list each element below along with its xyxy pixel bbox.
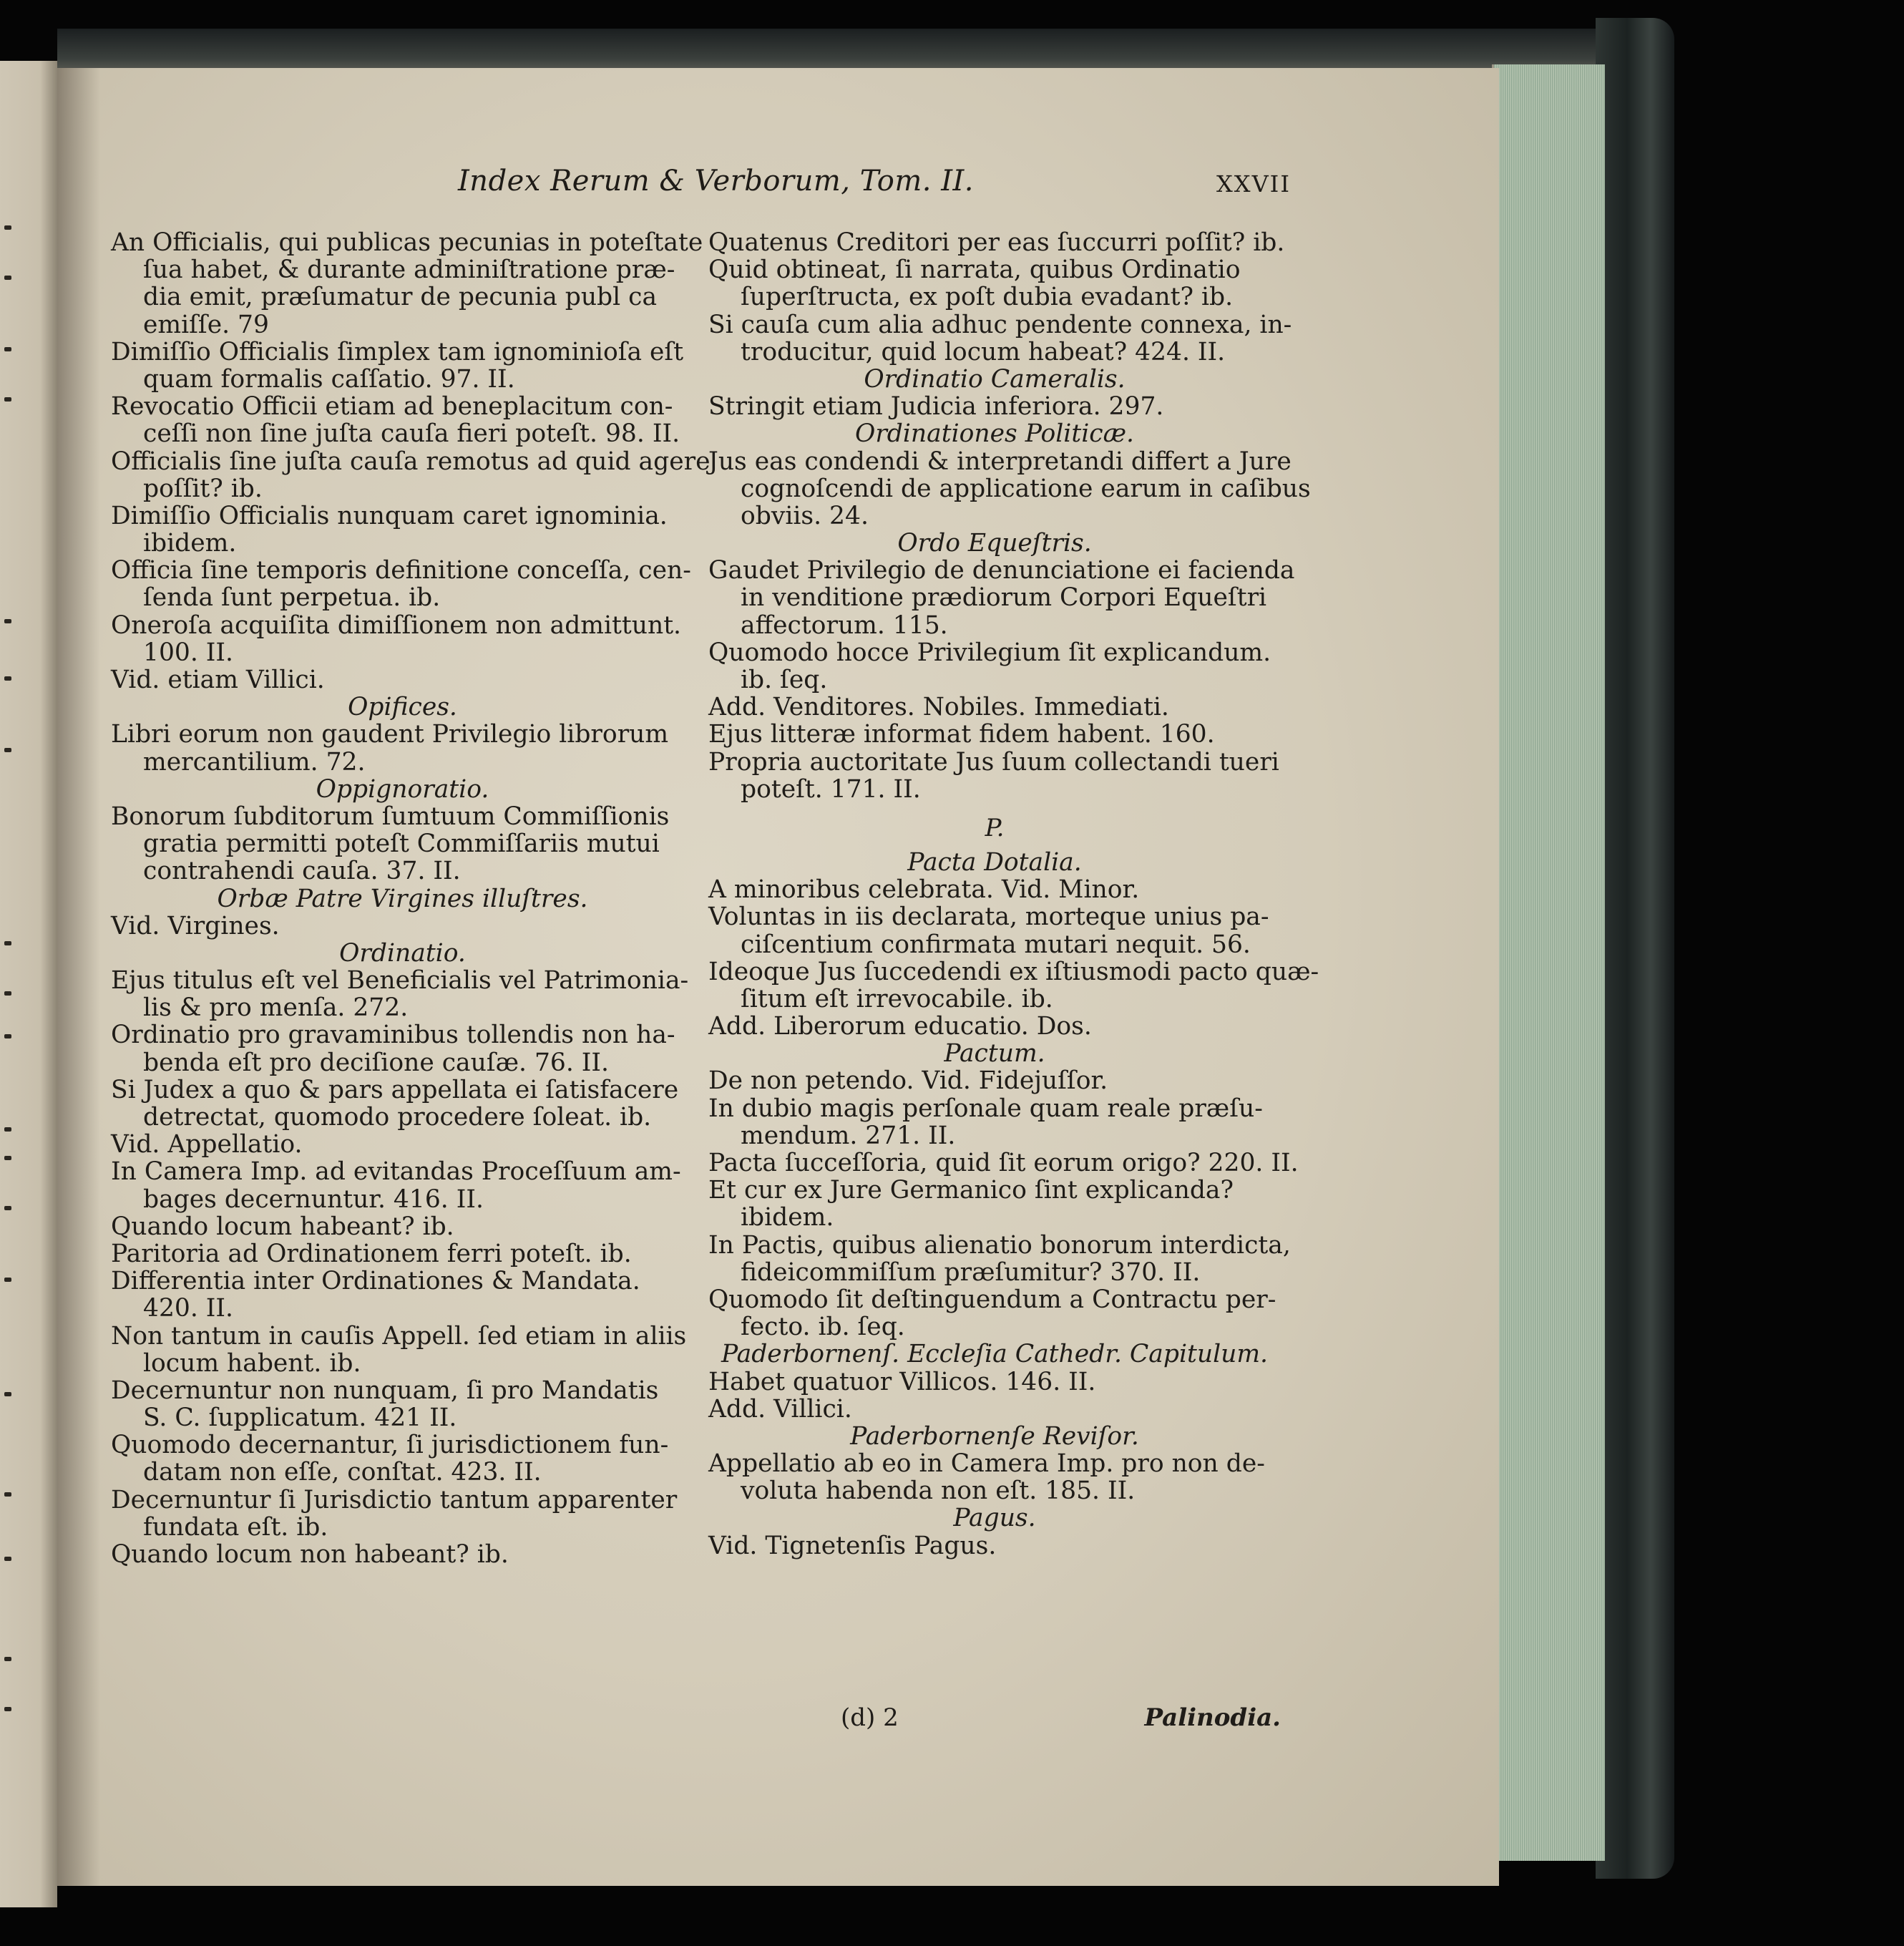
- index-entry-continuation: in venditione prædiorum Corpori Equeſtri: [741, 583, 1267, 613]
- page-footer: [708, 1703, 1281, 1733]
- index-entry-continuation: gratia permitti poteſt Commiſſariis mutui: [143, 830, 660, 859]
- index-entry-line: Paritoria ad Ordinationem ferri poteſt. ib.: [111, 1239, 632, 1268]
- index-entry-line: Habet quatuor Villicos. 146. II.: [708, 1367, 1096, 1396]
- index-entry-line: Bonorum ſubditorum ſumtuum Commiſſionis: [111, 802, 670, 831]
- index-entry-continuation: locum habent. ib.: [143, 1348, 361, 1378]
- index-heading: Ordo Equeſtris.: [897, 529, 1092, 558]
- index-heading: Paderbornenſ. Eccleſia Cathedr. Capitulum.: [721, 1340, 1269, 1369]
- index-entry-continuation: detrectat, quomodo procedere ſoleat. ib.: [143, 1103, 652, 1132]
- index-entry-continuation: mercantilium. 72.: [143, 747, 366, 777]
- index-entry-line: Quomodo decernantur, ſi jurisdictionem fun-: [111, 1431, 669, 1460]
- facing-text-fragment: [4, 225, 11, 230]
- index-entry-line: Add. Villici.: [708, 1394, 852, 1424]
- index-entry-continuation: lis & pro menſa. 272.: [143, 993, 409, 1023]
- index-entry-line: Si cauſa cum alia adhuc pendente connexa, in-: [708, 310, 1292, 339]
- index-entry-line: Oneroſa acquiſita dimiſſionem non admittunt.: [111, 610, 682, 640]
- facing-text-fragment: [4, 1278, 11, 1282]
- index-heading: Oppignoratio.: [316, 774, 489, 804]
- index-entry-line: In dubio magis perſonale quam reale præſu-: [708, 1094, 1263, 1123]
- index-entry-line: Et cur ex Jure Germanico ſint explicanda?: [708, 1176, 1234, 1205]
- index-entry-continuation: ibidem.: [741, 1203, 834, 1232]
- index-entry-continuation: bages decernuntur. 416. II.: [143, 1184, 484, 1214]
- index-entry-continuation: voluta habenda non eſt. 185. II.: [741, 1476, 1136, 1506]
- index-entry-line: Decernuntur ſi Jurisdictio tantum apparenter: [111, 1485, 678, 1514]
- index-entry-line: In Pactis, quibus alienatio bonorum interdicta,: [708, 1230, 1291, 1260]
- index-entry-continuation: benda eſt pro deciſione cauſæ. 76. II.: [143, 1048, 610, 1077]
- index-entry-line: Pacta ſucceſſoria, quid ſit eorum origo? 220. II.: [708, 1149, 1299, 1177]
- facing-text-fragment: [4, 748, 11, 752]
- index-entry-line: Libri eorum non gaudent Privilegio librorum: [111, 720, 669, 749]
- facing-text-fragment: [4, 941, 11, 945]
- facing-text-fragment: [4, 1034, 11, 1038]
- index-entry-continuation: ibidem.: [143, 529, 237, 558]
- facing-text-fragment: [4, 1392, 11, 1396]
- index-entry-line: Officialis ſine juſta cauſa remotus ad quid agere: [111, 447, 711, 476]
- index-entry-continuation: poteſt. 171. II.: [741, 774, 921, 804]
- index-entry-line: Vid. etiam Villici.: [111, 666, 325, 694]
- index-entry-line: Add. Liberorum educatio. Dos.: [708, 1012, 1092, 1041]
- facing-text-fragment: [4, 1657, 11, 1661]
- facing-text-fragment: [4, 347, 11, 351]
- index-entry-line: Non tantum in cauſis Appell. ſed etiam in aliis: [111, 1321, 687, 1351]
- index-entry-line: Ordinatio pro gravaminibus tollendis non ha-: [111, 1021, 675, 1050]
- index-entry-line: Quatenus Creditori per eas ſuccurri poſſit? ib.: [708, 228, 1285, 257]
- section-letter: P.: [985, 813, 1005, 842]
- index-entry-line: Stringit etiam Judicia inferiora. 297.: [708, 392, 1164, 422]
- index-entry-line: Revocatio Officii etiam ad beneplacitum con-: [111, 392, 673, 422]
- index-entry-line: Voluntas in iis declarata, morteque unius pa-: [708, 903, 1269, 932]
- index-heading: Ordinationes Politicæ.: [855, 419, 1134, 449]
- facing-text-fragment: [4, 397, 11, 402]
- index-entry-line: De non petendo. Vid. Fidejuſſor.: [708, 1066, 1108, 1096]
- index-entry-continuation: fundata eſt. ib.: [143, 1512, 328, 1542]
- index-entry-line: Ideoque Jus ſuccedendi ex iſtiusmodi pacto quæ-: [708, 957, 1319, 986]
- page-block-edges: [1492, 64, 1605, 1861]
- index-heading: Pactum.: [944, 1039, 1045, 1069]
- facing-text-fragment: [4, 1206, 11, 1210]
- index-entry-continuation: contrahendi cauſa. 37. II.: [143, 857, 461, 886]
- index-entry-continuation: S. C. ſupplicatum. 421 II.: [143, 1403, 457, 1433]
- facing-text-fragment: [4, 276, 11, 280]
- index-entry-line: Dimiſſio Officialis nunquam caret ignominia.: [111, 501, 668, 530]
- index-entry-continuation: quam formalis caſſatio. 97. II.: [143, 364, 515, 394]
- index-entry-line: Gaudet Privilegio de denunciatione ei facienda: [708, 556, 1295, 585]
- facing-text-fragment: [4, 1156, 11, 1160]
- index-heading: Paderbornenſe Reviſor.: [850, 1421, 1139, 1451]
- index-entry-continuation: fideicommiſſum præſumitur? 370. II.: [741, 1257, 1201, 1287]
- index-entry-continuation: mendum. 271. II.: [741, 1121, 956, 1150]
- index-entry-line: Vid. Virgines.: [111, 911, 280, 940]
- index-entry-line: Quid obtineat, ſi narrata, quibus Ordinatio: [708, 256, 1241, 285]
- index-entry-line: Ejus titulus eſt vel Beneficialis vel Patrimonia-: [111, 966, 689, 996]
- index-entry-line: Vid. Tignetenſis Pagus.: [708, 1531, 997, 1560]
- index-entry-line: Appellatio ab eo in Camera Imp. pro non de-: [708, 1449, 1265, 1479]
- index-entry-continuation: ſuperſtructa, ex poſt dubia evadant? ib.: [741, 283, 1234, 312]
- book-cover-right: [1596, 18, 1674, 1879]
- page-gutter: [57, 68, 100, 1886]
- index-entry-line: Ejus litteræ informat fidem habent. 160.: [708, 720, 1215, 749]
- index-entry-line: Decernuntur non nunquam, ſi pro Mandatis: [111, 1376, 659, 1405]
- index-entry-line: Quando locum non habeant? ib.: [111, 1540, 509, 1569]
- index-entry-line: Si Judex a quo & pars appellata ei ſatisfacere: [111, 1075, 679, 1104]
- index-entry-continuation: ib. ſeq.: [741, 666, 828, 694]
- facing-text-fragment: [4, 991, 11, 996]
- facing-text-fragment: [4, 676, 11, 681]
- header-title: Index Rerum & Verborum, Tom. II.: [458, 165, 975, 198]
- index-heading: Pacta Dotalia.: [907, 847, 1082, 877]
- left-index-column: [111, 228, 711, 1569]
- index-heading: Opifices.: [348, 693, 457, 722]
- index-entry-continuation: 420. II.: [143, 1294, 234, 1323]
- index-entry-line: Add. Venditores. Nobiles. Immediati.: [708, 693, 1169, 722]
- running-header: [0, 165, 1904, 208]
- index-heading: Orbæ Patre Virgines illuſtres.: [217, 884, 588, 913]
- index-entry-continuation: ſitum eſt irrevocabile. ib.: [741, 984, 1053, 1013]
- index-entry-continuation: ſua habet, & durante adminiſtratione præ-: [143, 256, 675, 285]
- index-entry-continuation: affectorum. 115.: [741, 610, 948, 640]
- index-entry-continuation: emiſſe. 79: [143, 310, 269, 339]
- index-heading: Ordinatio Cameralis.: [864, 364, 1126, 394]
- catchword: Palinodia.: [1144, 1703, 1281, 1732]
- facing-text-fragment: [4, 619, 11, 623]
- index-entry-line: Quando locum habeant? ib.: [111, 1212, 454, 1241]
- index-entry-line: Differentia inter Ordinationes & Mandata.: [111, 1267, 640, 1296]
- index-entry-line: Vid. Appellatio.: [111, 1130, 303, 1159]
- index-entry-line: In Camera Imp. ad evitandas Proceſſuum am-: [111, 1157, 681, 1187]
- facing-text-fragment: [4, 1557, 11, 1561]
- index-entry-continuation: dia emit, præſumatur de pecunia publ ca: [143, 283, 658, 312]
- right-index-column: [708, 228, 1319, 1560]
- signature-mark: (d) 2: [841, 1703, 899, 1732]
- index-entry-line: Quomodo hocce Privilegium ſit explicandum.: [708, 638, 1271, 667]
- index-entry-continuation: troducitur, quid locum habeat? 424. II.: [741, 337, 1226, 366]
- index-entry-line: Propria auctoritate Jus ſuum collectandi tueri: [708, 747, 1279, 777]
- index-entry-continuation: datam non eſſe, conſtat. 423. II.: [143, 1458, 542, 1487]
- index-entry-line: Dimiſſio Officialis ſimplex tam ignominioſa eſt: [111, 337, 684, 366]
- facing-text-fragment: [4, 1127, 11, 1132]
- index-entry-continuation: ceſſi non ſine juſta cauſa fieri poteſt. 98. II.: [143, 419, 680, 449]
- index-entry-continuation: fecto. ib. ſeq.: [741, 1313, 905, 1342]
- page-number: XXVII: [1216, 170, 1291, 198]
- index-entry-line: A minoribus celebrata. Vid. Minor.: [708, 875, 1140, 905]
- facing-text-fragment: [4, 1707, 11, 1711]
- index-entry-line: Jus eas condendi & interpretandi differt a Jure: [708, 447, 1292, 476]
- facing-text-fragment: [4, 1492, 11, 1497]
- index-heading: Ordinatio.: [339, 938, 466, 968]
- index-entry-continuation: ciſcentium confirmata mutari nequit. 56.: [741, 930, 1251, 959]
- index-entry-continuation: poſſit? ib.: [143, 474, 263, 503]
- index-entry-continuation: ſenda ſunt perpetua. ib.: [143, 583, 441, 613]
- index-entry-continuation: cognoſcendi de applicatione earum in caſibus: [741, 474, 1311, 503]
- index-entry-line: An Officialis, qui publicas pecunias in poteſtate: [111, 228, 703, 257]
- index-heading: Pagus.: [953, 1504, 1036, 1533]
- index-entry-line: Officia ſine temporis definitione conceſſa, cen-: [111, 556, 691, 585]
- index-entry-continuation: obviis. 24.: [741, 501, 869, 530]
- index-entry-line: Quomodo ſit deſtinguendum a Contractu per-: [708, 1285, 1276, 1314]
- facing-page-edge: [0, 61, 57, 1907]
- index-entry-continuation: 100. II.: [143, 638, 234, 667]
